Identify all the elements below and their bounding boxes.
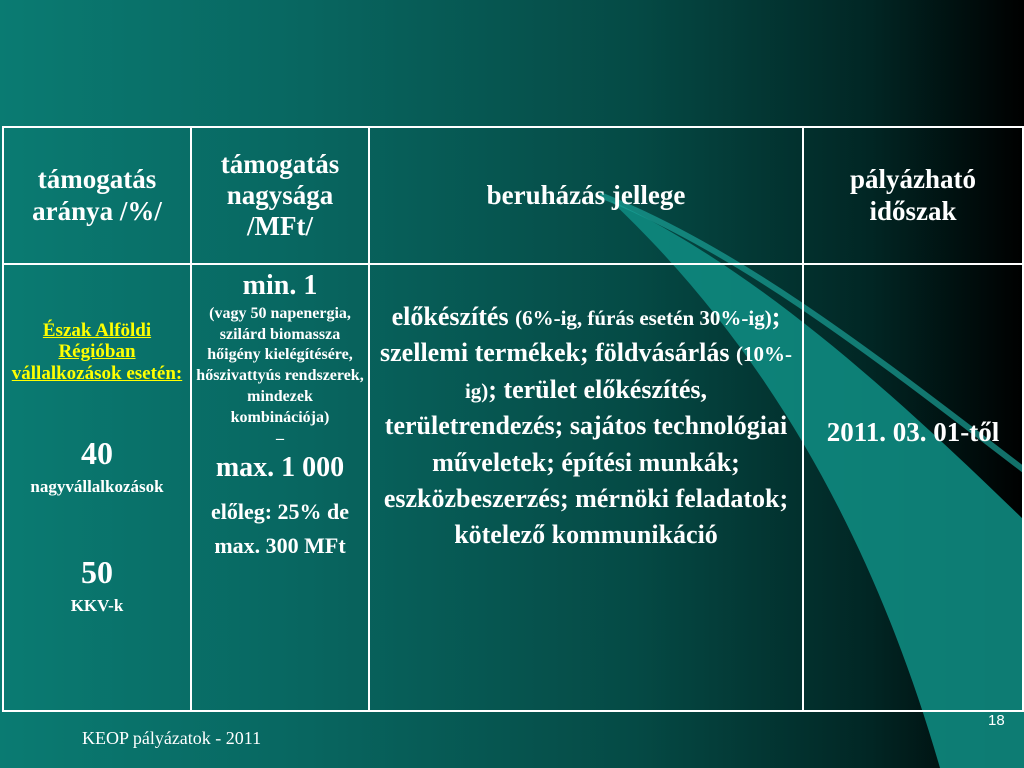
- body-row: [3, 264, 1023, 711]
- header-row: [3, 127, 1023, 264]
- support-table: [2, 126, 1024, 712]
- amount-min: min. 1: [242, 270, 318, 301]
- large-enterprise-label: nagyvállalkozások: [30, 476, 164, 496]
- amount-note: (vagy 50 napenergia, szilárd biomassza hőigény kielégítésére, hőszivattyús rendszerek, mindezek kombinációja): [196, 304, 364, 426]
- amount-advance: előleg: 25% de max. 300 MFt: [210, 499, 350, 559]
- investment-part-4: (10%-ig): [464, 342, 792, 403]
- investment-part-1: előkészítés: [391, 302, 509, 331]
- cell-application-period: [803, 264, 1023, 711]
- amount-max: max. 1 000: [215, 452, 345, 484]
- header-application-period: pályázható időszak: [803, 127, 1023, 264]
- header-investment-type: beruházás jellege: [369, 127, 803, 264]
- cell-support-amount: [191, 264, 369, 711]
- large-enterprise-value: 40: [81, 434, 113, 471]
- sme-label: KKV-k: [70, 596, 124, 616]
- sme-value: 50: [81, 553, 113, 590]
- header-support-ratio: támogatás aránya /%/: [3, 127, 191, 264]
- cell-support-ratio: [3, 264, 191, 711]
- header-support-amount: támogatás nagysága /MFt/: [191, 127, 369, 264]
- period-value: 2011. 03. 01-től: [826, 417, 1000, 447]
- amount-dash: –: [276, 429, 284, 447]
- investment-part-3: ; szellemi termékek; földvásárlás: [380, 302, 781, 368]
- investment-part-2: (6%-ig, fúrás esetén 30%-ig): [515, 306, 772, 330]
- footer-title: KEOP pályázatok - 2011: [82, 728, 262, 748]
- investment-text: [374, 299, 798, 554]
- region-label: Észak Alföldi Régióban vállalkozások esetén:: [11, 320, 183, 384]
- page-number: 18: [988, 712, 1005, 729]
- investment-part-5: ; terület előkészítés, területrendezés; sajátos technológiai műveletek; építési munkák; eszközbeszerzés; mérnöki feladatok; kötelező kommunikáció: [383, 374, 789, 550]
- cell-investment-type: [369, 264, 803, 711]
